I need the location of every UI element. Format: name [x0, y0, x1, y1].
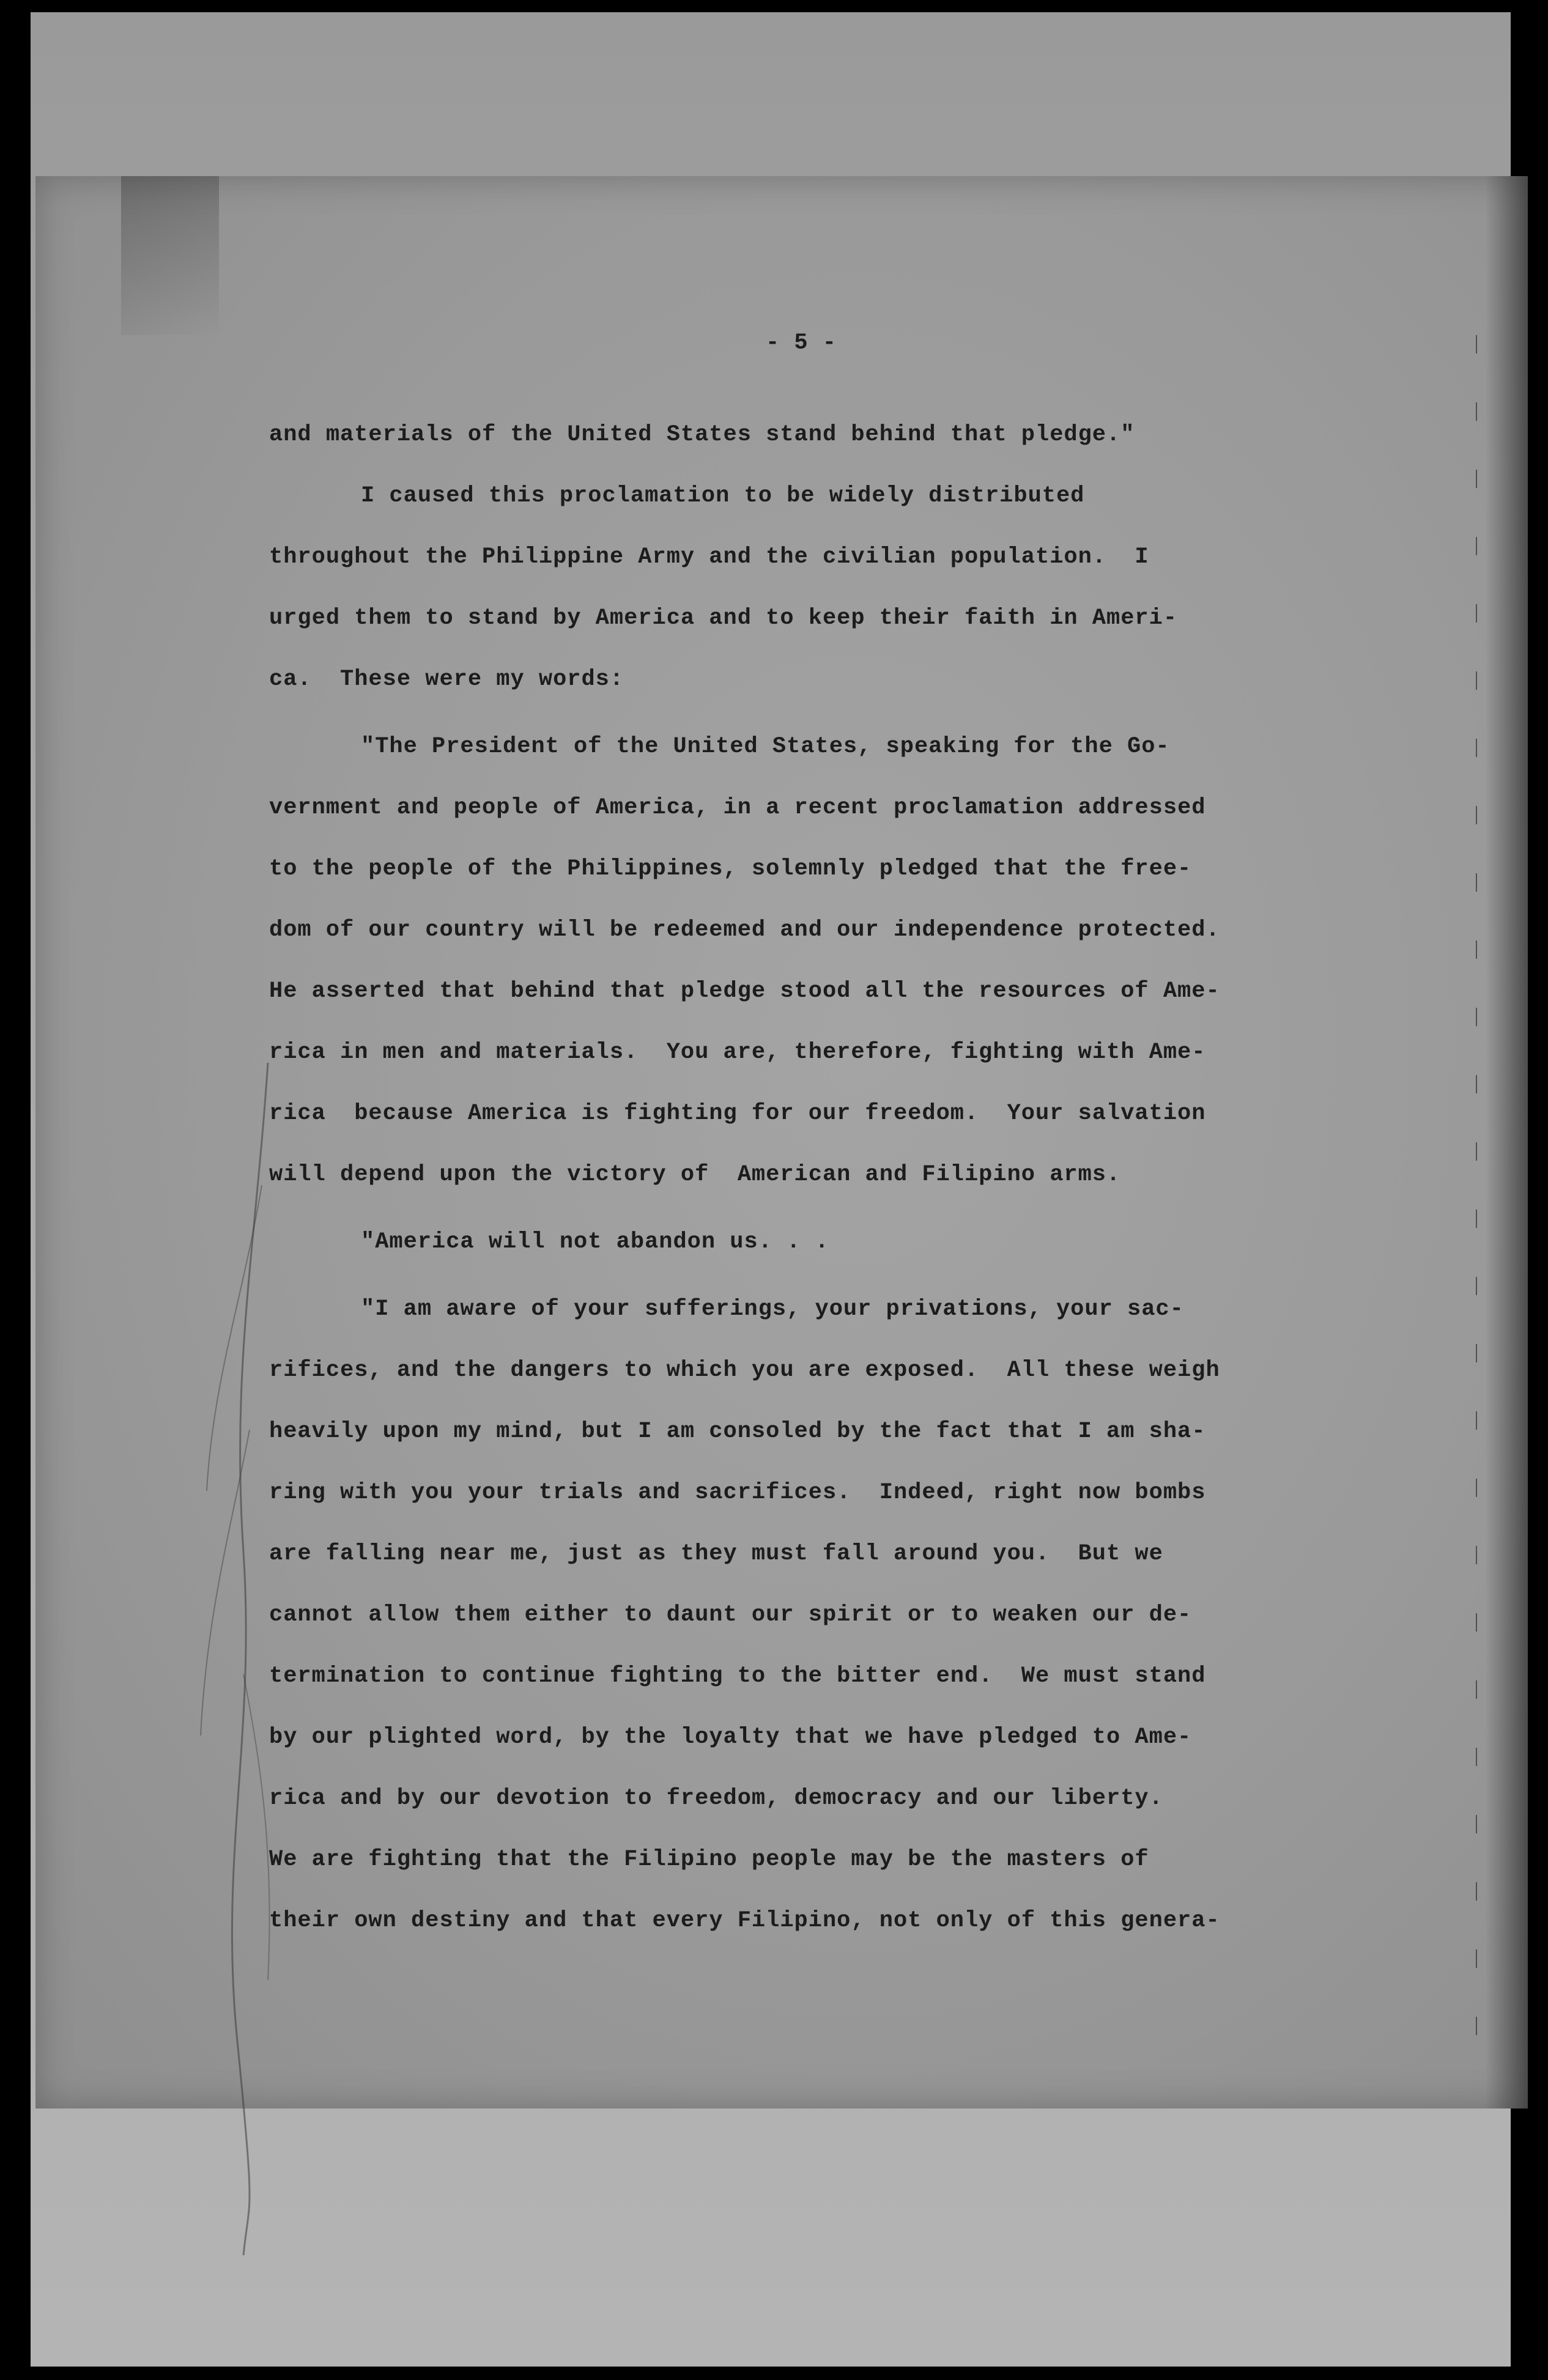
text-line: are falling near me, just as they must fall around you. But we	[269, 1541, 1163, 1567]
text-line: and materials of the United States stand behind that pledge."	[269, 422, 1135, 448]
corner-fold	[121, 176, 219, 335]
text-line: He asserted that behind that pledge stood all the resources of Ame-	[269, 978, 1220, 1004]
text-line: rica because America is fighting for our freedom. Your salvation	[269, 1101, 1206, 1126]
typed-page	[35, 176, 1528, 2108]
page-number: - 5 -	[765, 330, 837, 356]
text-line: vernment and people of America, in a recent proclamation addressed	[269, 795, 1206, 821]
text-line: We are fighting that the Filipino people may be the masters of	[269, 1847, 1149, 1872]
text-line: to the people of the Philippines, solemnly pledged that the free-	[269, 856, 1192, 882]
text-line: will depend upon the victory of American and Filipino arms.	[269, 1162, 1121, 1188]
text-line: cannot allow them either to daunt our spirit or to weaken our de-	[269, 1602, 1192, 1628]
text-line: dom of our country will be redeemed and our independence protected.	[269, 917, 1220, 943]
text-line: rica and by our devotion to freedom, democracy and our liberty.	[269, 1786, 1163, 1811]
text-line: rica in men and materials. You are, therefore, fighting with Ame-	[269, 1040, 1206, 1065]
text-line: I caused this proclamation to be widely distributed	[361, 483, 1085, 509]
text-line: "America will not abandon us. . .	[361, 1229, 829, 1255]
page-shadow-edge	[1485, 176, 1528, 2108]
text-line: their own destiny and that every Filipino, not only of this genera-	[269, 1908, 1220, 1934]
text-line: by our plighted word, by the loyalty that we have pledged to Ame-	[269, 1724, 1192, 1750]
text-line: heavily upon my mind, but I am consoled by the fact that I am sha-	[269, 1419, 1206, 1444]
text-line: rifices, and the dangers to which you are exposed. All these weigh	[269, 1358, 1220, 1383]
hair-mark-icon	[194, 1063, 292, 2255]
text-line: throughout the Philippine Army and the civilian population. I	[269, 544, 1149, 570]
text-line: "I am aware of your sufferings, your privations, your sac-	[361, 1296, 1184, 1322]
text-line: urged them to stand by America and to keep their faith in Ameri-	[269, 605, 1178, 631]
page-crease	[1476, 335, 1477, 2047]
text-line: termination to continue fighting to the bitter end. We must stand	[269, 1663, 1206, 1689]
text-line: ring with you your trials and sacrifices. Indeed, right now bombs	[269, 1480, 1206, 1506]
text-line: "The President of the United States, speaking for the Go-	[361, 734, 1170, 759]
text-line: ca. These were my words:	[269, 667, 624, 692]
